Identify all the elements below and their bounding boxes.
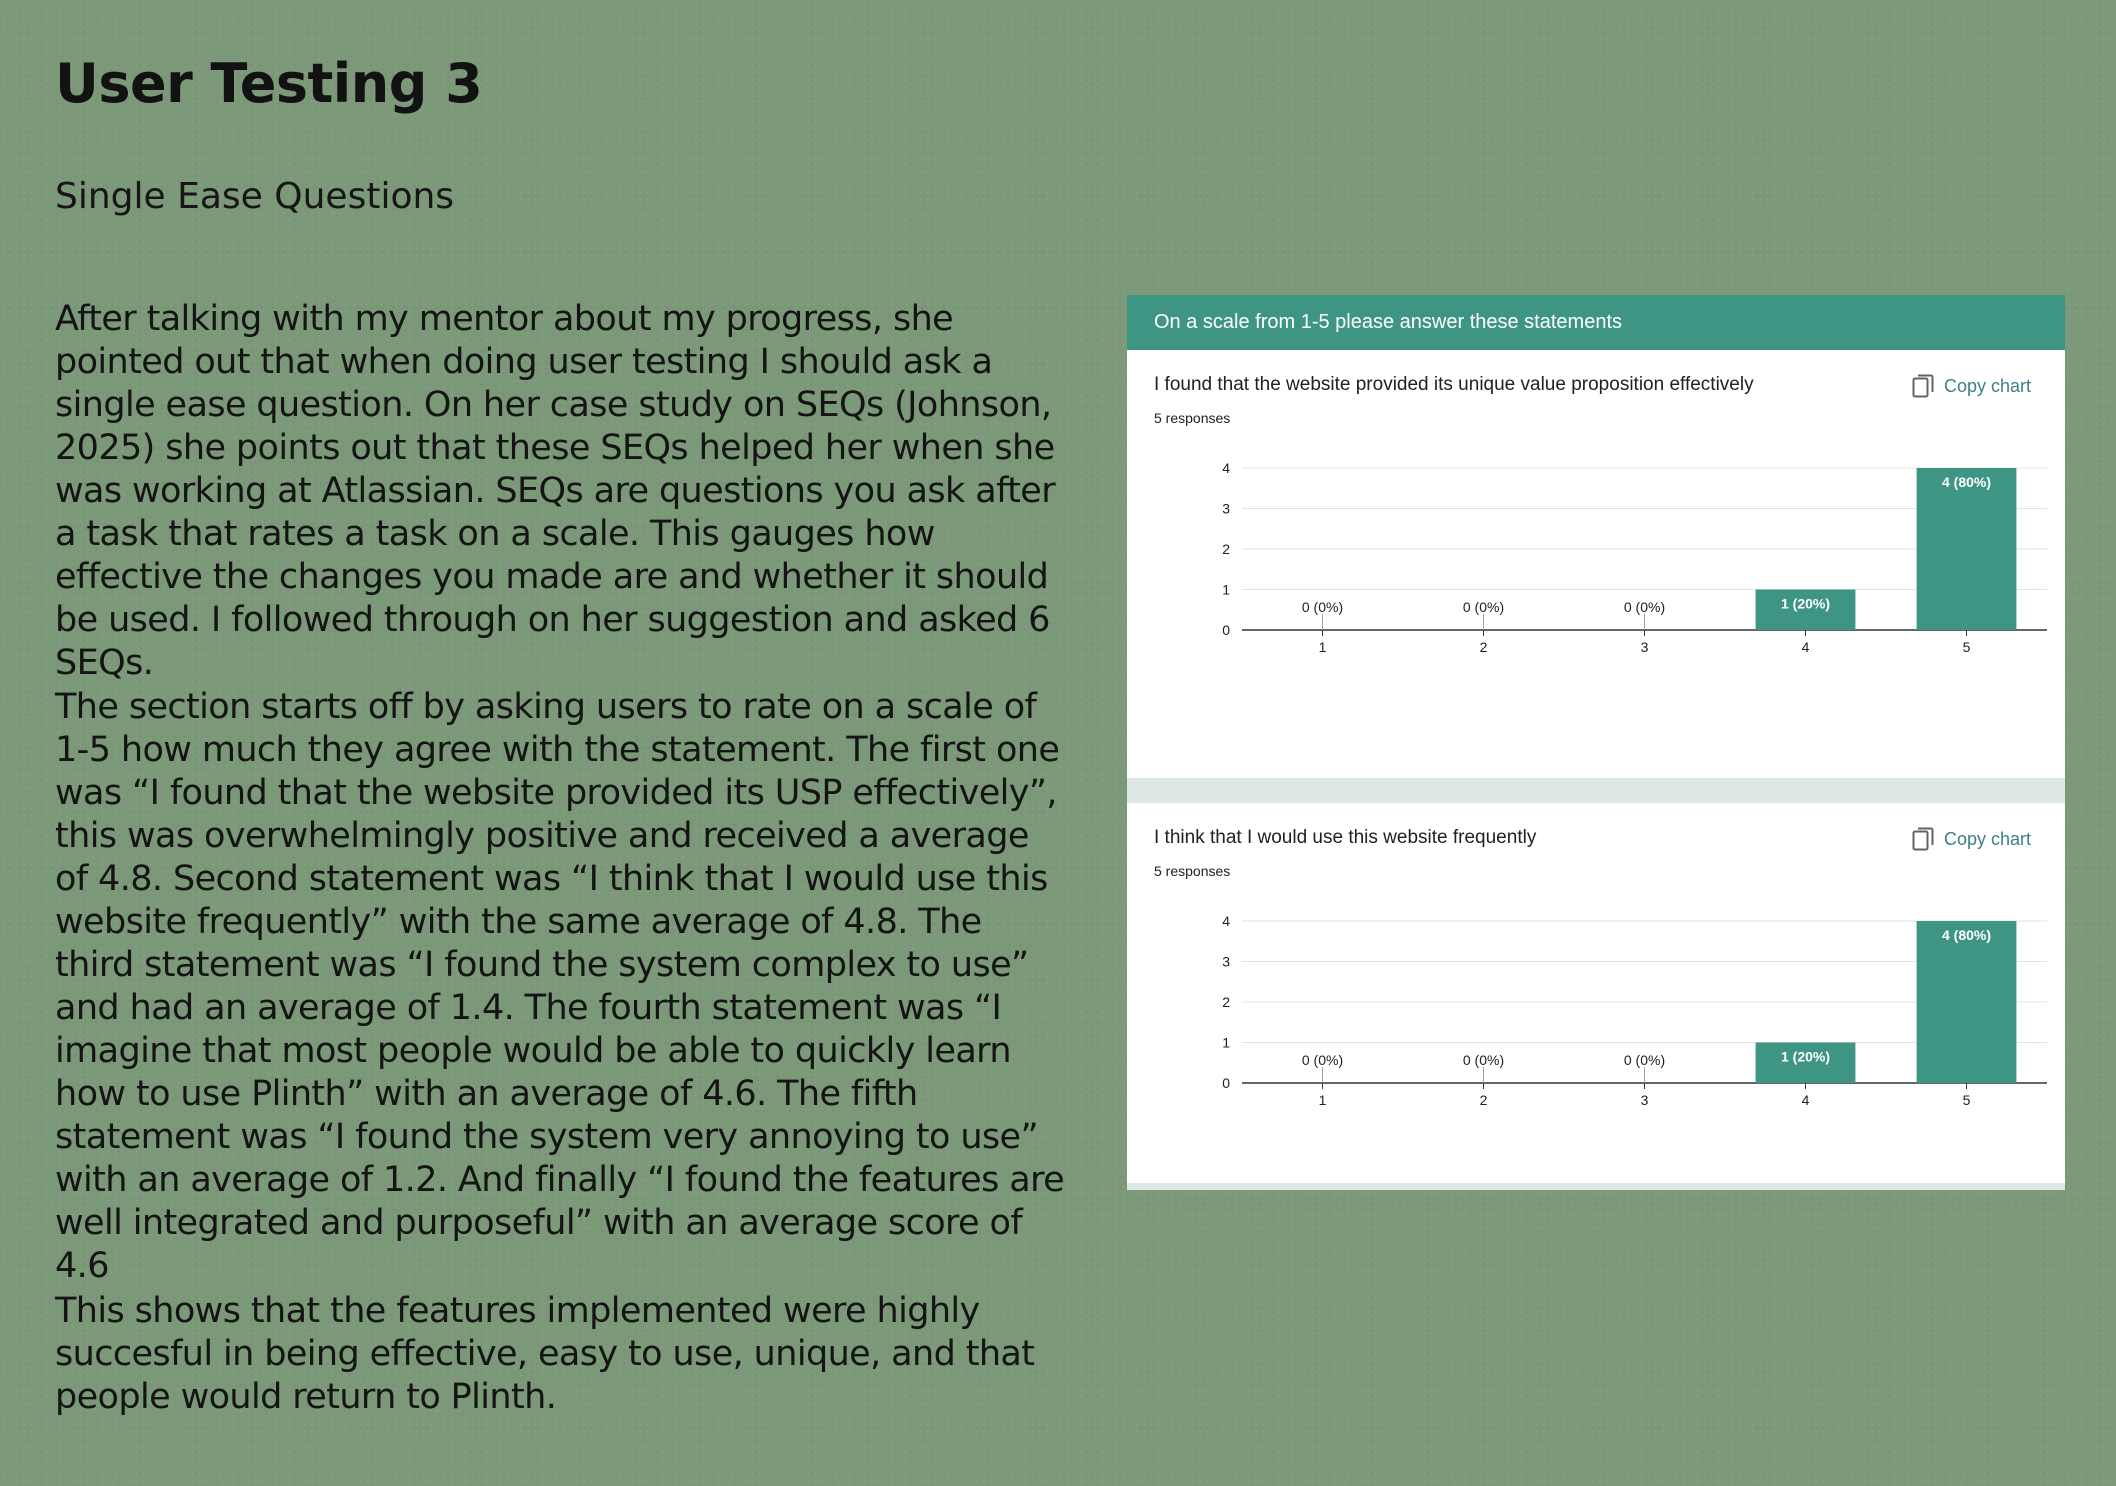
chart-question-title: I think that I would use this website frequently bbox=[1154, 827, 1537, 848]
y-tick-label: 0 bbox=[1222, 1075, 1230, 1091]
bar-data-label: 1 (20%) bbox=[1780, 1048, 1831, 1065]
x-tick-label: 1 bbox=[1318, 1092, 1327, 1108]
y-tick-label: 3 bbox=[1222, 500, 1230, 517]
x-tick-label: 2 bbox=[1479, 1092, 1488, 1108]
bar-data-label: 0 (0%) bbox=[1623, 599, 1666, 615]
bar-data-label: 0 (0%) bbox=[1462, 1052, 1505, 1068]
bar-data-label: 0 (0%) bbox=[1623, 1052, 1666, 1068]
bar-data-label: 0 (0%) bbox=[1301, 1052, 1344, 1068]
chart-card-usp bbox=[1127, 350, 2065, 778]
chart-response-count: 5 responses bbox=[1154, 410, 1231, 426]
x-tick-label: 3 bbox=[1640, 639, 1649, 655]
bar bbox=[1917, 921, 2017, 1083]
copy-chart-button[interactable] bbox=[1912, 825, 2031, 853]
x-tick-label: 2 bbox=[1479, 639, 1488, 655]
y-tick-label: 4 bbox=[1222, 460, 1230, 476]
body-paragraph-results: The section starts off by asking users to rate on a scale of 1-5 how much they agree with the statement. The first one was “I found that the website provided its USP effectively”, this was overwhelmingly positive and received a average of 4.8. Second statement was “I think that I would use this website frequently” with the same average of 4.8. The third statement was “I found the system complex to use” and had an average of 1.4. The fourth statement was “I imagine that most people would be able to quickly learn how to use Plinth” with an average of 4.6. The fifth statement was “I found the system very annoying to use” with an average of 1.2. And finally “I found the features are well integrated and purposeful” with an average score of 4.6 bbox=[55, 687, 1065, 1286]
y-tick-label: 4 bbox=[1222, 913, 1230, 929]
x-tick-label: 5 bbox=[1962, 1092, 1971, 1108]
bar-chart-frequency bbox=[1127, 903, 2065, 1123]
copy-chart-button[interactable] bbox=[1912, 372, 2031, 400]
bar-data-label: 0 (0%) bbox=[1462, 599, 1505, 615]
y-tick-label: 2 bbox=[1222, 994, 1230, 1010]
survey-results-screenshot bbox=[1127, 295, 2065, 1190]
form-section-header: On a scale from 1-5 please answer these statements bbox=[1127, 295, 2065, 350]
x-tick-label: 3 bbox=[1640, 1092, 1649, 1108]
copy-icon bbox=[1912, 374, 1934, 398]
chart-response-count: 5 responses bbox=[1154, 863, 1231, 879]
y-tick-label: 2 bbox=[1222, 541, 1230, 557]
copy-chart-label: Copy chart bbox=[1943, 828, 2031, 849]
chart-card-frequency bbox=[1127, 803, 2065, 1183]
page-title: User Testing 3 bbox=[55, 52, 483, 115]
bar-data-label: 4 (80%) bbox=[1941, 474, 1992, 490]
bar-chart-usp bbox=[1127, 450, 2065, 670]
page-subtitle: Single Ease Questions bbox=[55, 176, 455, 217]
x-tick-label: 5 bbox=[1962, 639, 1971, 655]
y-tick-label: 1 bbox=[1222, 1034, 1230, 1051]
body-paragraph-conclusion: This shows that the features implemented were highly succesful in being effective, easy to use, unique, and that people would return to Plinth. bbox=[55, 1291, 1035, 1417]
bar-data-label: 0 (0%) bbox=[1301, 599, 1344, 615]
y-tick-label: 1 bbox=[1222, 581, 1230, 598]
y-tick-label: 0 bbox=[1222, 622, 1230, 638]
bar-data-label: 4 (80%) bbox=[1941, 927, 1992, 943]
bar-data-label: 1 (20%) bbox=[1780, 595, 1831, 612]
x-tick-label: 4 bbox=[1801, 639, 1810, 655]
bar bbox=[1917, 468, 2017, 630]
chart-question-title: I found that the website provided its unique value proposition effectively bbox=[1154, 374, 1754, 395]
copy-icon bbox=[1912, 827, 1934, 851]
copy-chart-label: Copy chart bbox=[1943, 375, 2031, 396]
y-tick-label: 3 bbox=[1222, 953, 1230, 970]
body-paragraph-intro: After talking with my mentor about my progress, she pointed out that when doing user testing I should ask a single ease question. On her case study on SEQs (Johnson, 2025) she points out that these SEQs helped her when she was working at Atlassian. SEQs are questions you ask after a task that rates a task on a scale. This gauges how effective the changes you made are and whether it should be used. I followed through on her suggestion and asked 6 SEQs. bbox=[55, 299, 1056, 683]
x-tick-label: 1 bbox=[1318, 639, 1327, 655]
x-tick-label: 4 bbox=[1801, 1092, 1810, 1108]
